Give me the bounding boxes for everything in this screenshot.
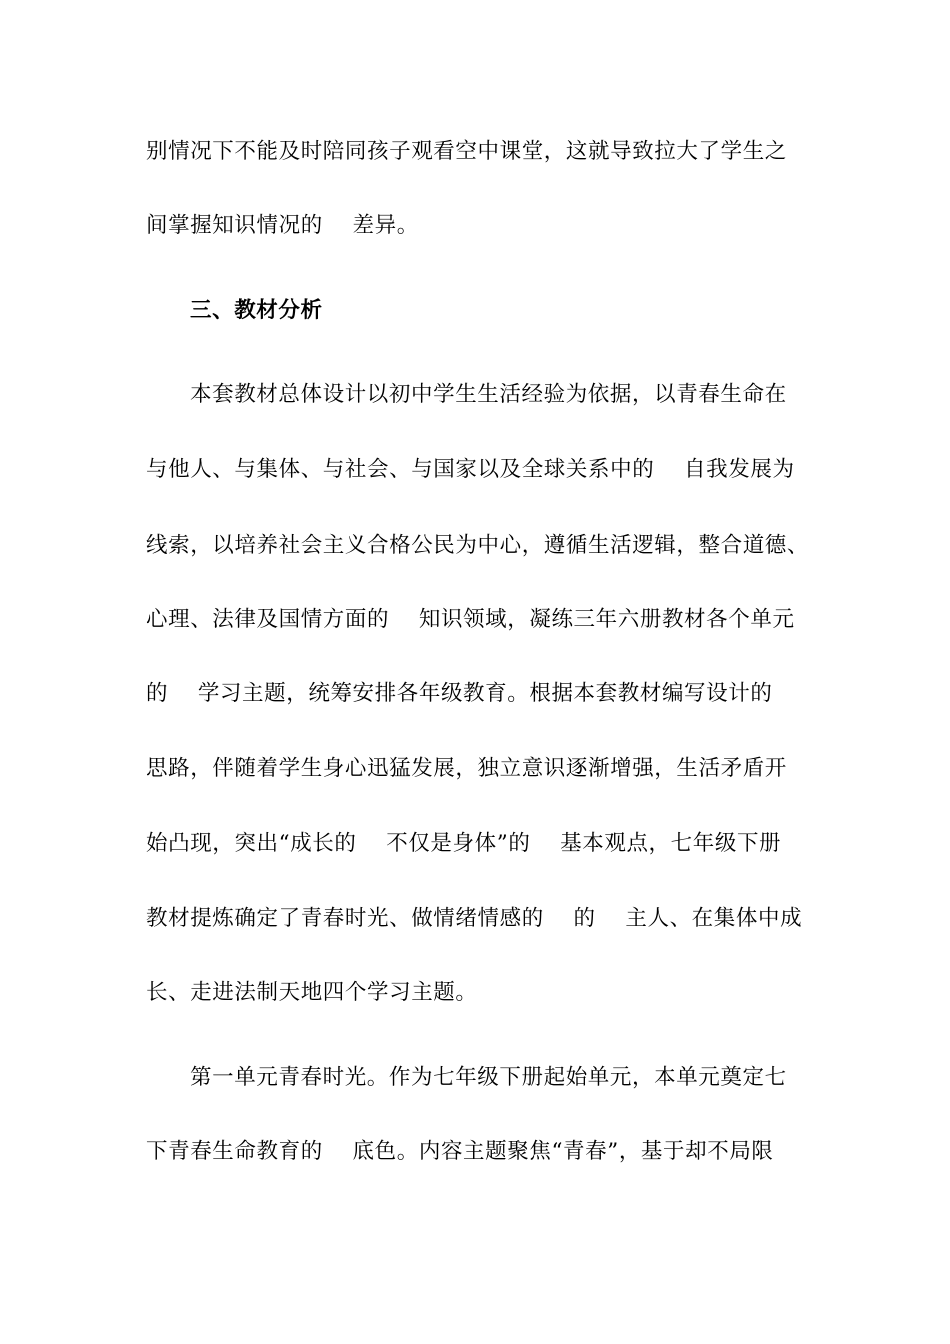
paragraph-line: 心理、法律及国情方面的 知识领域，凝练三年六册教材各个单元 [146,607,795,632]
paragraph-line: 线索，以培养社会主义合格公民为中心，遵循生活逻辑，整合道德、 [146,533,810,558]
section-heading: 三、教材分析 [190,298,323,323]
paragraph-line: 与他人、与集体、与社会、与国家以及全球关系中的 自我发展为 [146,457,795,482]
paragraph-line: 思路，伴随着学生身心迅猛发展，独立意识逐渐增强，生活矛盾开 [146,756,787,781]
paragraph-line: 的 学习主题，统筹安排各年级教育。根据本套教材编写设计的 [146,681,773,706]
paragraph-line: 长、走进法制天地四个学习主题。 [146,980,478,1005]
paragraph-line: 下青春生命教育的 底色。内容主题聚焦“青春”，基于却不局限 [146,1139,774,1164]
paragraph-line: 教材提炼确定了青春时光、做情绪情感的 的 主人、在集体中成 [146,906,803,931]
paragraph-line: 第一单元青春时光。作为七年级下册起始单元，本单元奠定七 [190,1065,787,1090]
paragraph-line: 本套教材总体设计以初中学生生活经验为依据，以青春生命在 [190,382,787,407]
paragraph-line: 间掌握知识情况的 差异。 [146,213,419,238]
paragraph-line: 别情况下不能及时陪同孩子观看空中课堂，这就导致拉大了学生之 [146,139,787,164]
paragraph-line: 始凸现，突出“成长的 不仅是身体”的 基本观点，七年级下册 [146,831,782,856]
